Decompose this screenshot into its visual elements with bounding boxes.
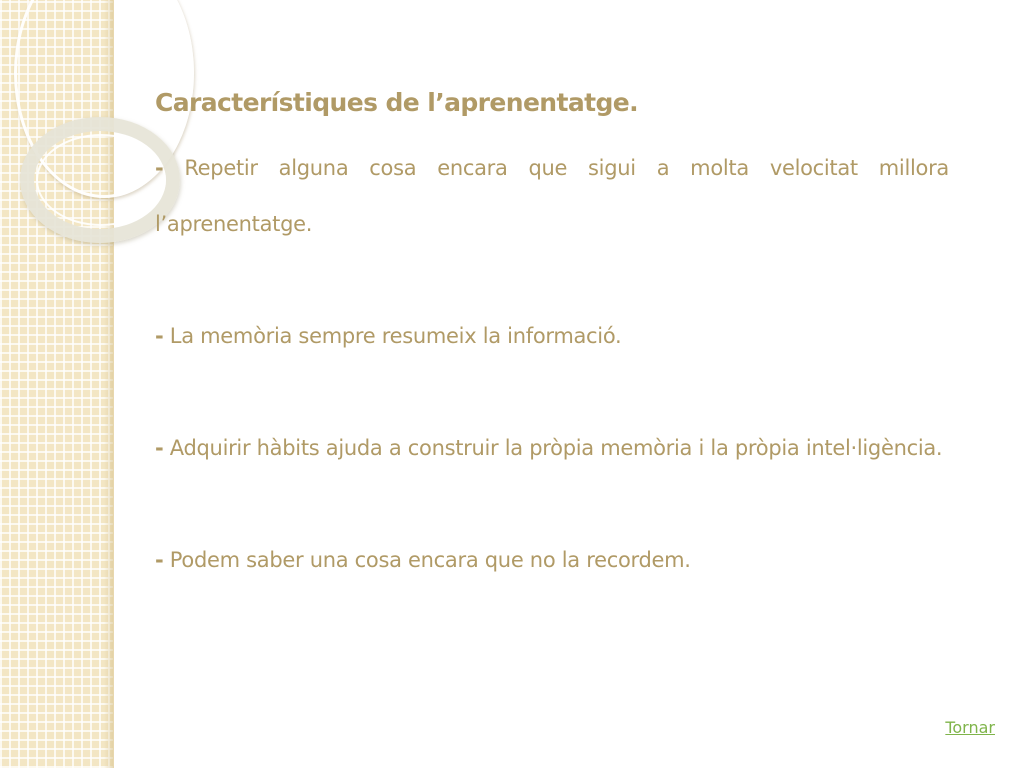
bullet-dash: - bbox=[155, 324, 164, 348]
bullet-3 bbox=[155, 420, 949, 476]
decorative-ring-small-inner bbox=[36, 134, 166, 226]
bullet-4 bbox=[155, 532, 949, 588]
slide-content bbox=[155, 88, 949, 588]
bullet-dash: - bbox=[155, 548, 164, 572]
spacer bbox=[155, 476, 949, 532]
bullet-1 bbox=[155, 140, 949, 252]
bullet-2 bbox=[155, 308, 949, 364]
spacer bbox=[155, 364, 949, 420]
bullet-text: Adquirir hàbits ajuda a construir la pròpia memòria i la pròpia intel·ligència. bbox=[163, 436, 943, 460]
spacer bbox=[155, 252, 949, 308]
bullet-text: La memòria sempre resumeix la informació. bbox=[163, 324, 622, 348]
bullet-dash: - bbox=[155, 156, 164, 180]
bullet-text: Podem saber una cosa encara que no la recordem. bbox=[163, 548, 691, 572]
bullet-text: Repetir alguna cosa encara que sigui a molta velocitat millora l’aprenentatge. bbox=[155, 156, 949, 236]
tornar-link[interactable]: Tornar bbox=[945, 718, 995, 737]
bullet-dash: - bbox=[155, 436, 164, 460]
slide-title: Característiques de l’aprenentatge. bbox=[155, 88, 639, 117]
